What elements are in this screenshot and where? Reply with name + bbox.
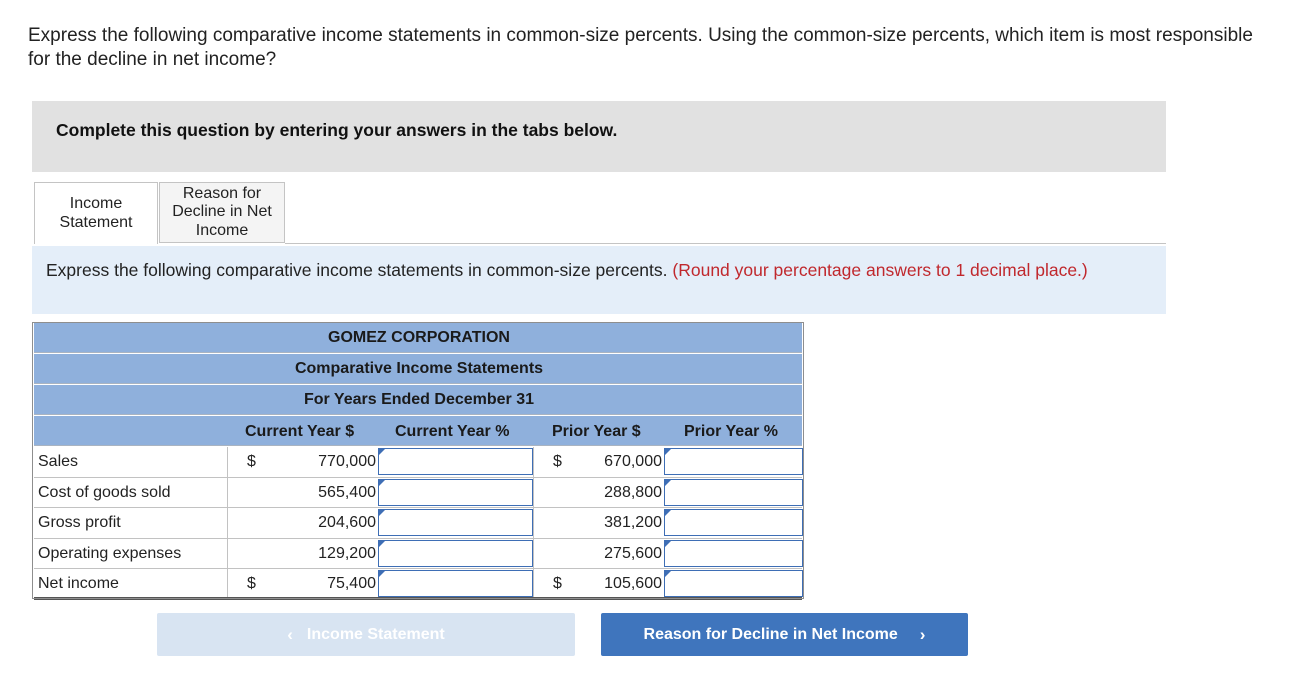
dollar-sign: $ [247,575,256,592]
tab-label-line: Decline in Net [172,203,272,221]
tab-income-statement[interactable] [34,182,158,244]
input-marker-icon [665,448,672,455]
dollar-sign: $ [553,453,562,470]
previous-tab-button[interactable] [157,613,575,656]
company-name: GOMEZ CORPORATION [328,329,510,346]
company-name-row [34,323,802,353]
input-marker-icon [665,509,672,516]
current-pct-input[interactable] [378,570,533,597]
statement-title-row [34,354,802,384]
chevron-right-icon: › [919,624,926,644]
input-marker-icon [379,479,386,486]
prior-pct-input[interactable] [664,540,803,567]
instruction-main: Express the following comparative income statements in common-size percents. [46,260,668,280]
dollar-sign: $ [247,453,256,470]
tab-label-line: Reason for [182,184,262,202]
input-marker-icon [379,570,386,577]
prior-amount: 381,200 [604,514,662,531]
current-amount: 565,400 [318,483,376,501]
row-label: Cost of goods sold [38,483,171,501]
row-label: Operating expenses [38,544,182,562]
next-tab-label: Reason for Decline in Net Income [643,625,898,643]
tab-divider [285,243,1166,244]
current-amount: 75,400 [327,575,376,592]
table-row [34,539,802,570]
input-marker-icon [379,509,386,516]
table-row [34,508,802,539]
input-marker-icon [665,540,672,547]
prior-pct-input[interactable] [664,448,803,475]
table-row [34,569,802,600]
rounding-note: (Round your percentage answers to 1 decimal place.) [672,260,1088,280]
col-current-amount: Current Year $ [245,423,355,440]
table-row [34,447,802,478]
tab-label-line: Statement [59,213,133,231]
input-marker-icon [379,540,386,547]
previous-tab-label: Income Statement [306,625,445,643]
tab-label-line: Income [69,195,123,212]
current-pct-input[interactable] [378,479,533,506]
next-tab-button[interactable] [601,613,968,656]
prior-amount: 105,600 [604,575,662,592]
statement-title: Comparative Income Statements [294,360,544,377]
tab-reason-for-decline[interactable] [159,182,285,243]
chevron-left-icon: ‹ [287,624,293,644]
row-label: Net income [38,575,119,592]
prior-amount: 275,600 [604,544,662,562]
row-label: Gross profit [38,514,121,531]
input-marker-icon [665,570,672,577]
input-marker-icon [379,448,386,455]
current-pct-input[interactable] [378,509,533,536]
statement-period: For Years Ended December 31 [303,391,535,408]
table-row [34,478,802,509]
instructions-banner [32,101,1166,172]
col-prior-pct: Prior Year % [684,423,778,440]
income-statement-table [32,322,804,599]
current-amount: 204,600 [318,514,376,531]
col-current-pct: Current Year % [395,423,510,440]
question-text: Express the following comparative income statements in common-size percents. Using the common-size percents, which item is most responsible for the decline in net income? [28,25,1253,70]
input-marker-icon [665,479,672,486]
current-amount: 770,000 [318,453,376,470]
column-header-row [34,416,802,446]
col-prior-amount: Prior Year $ [552,423,641,440]
tab-label-line: Income [195,221,249,239]
current-pct-input[interactable] [378,540,533,567]
current-pct-input[interactable] [378,448,533,475]
prior-pct-input[interactable] [664,570,803,597]
instruction-text [46,260,1136,281]
prior-pct-input[interactable] [664,479,803,506]
banner-text: Complete this question by entering your answers in the tabs below. [56,120,618,140]
statement-period-row [34,385,802,415]
dollar-sign: $ [553,575,562,592]
instruction-panel [32,246,1166,314]
prior-amount: 288,800 [604,483,662,501]
row-label: Sales [38,453,79,470]
prior-amount: 670,000 [604,453,662,470]
current-amount: 129,200 [318,544,376,562]
prior-pct-input[interactable] [664,509,803,536]
